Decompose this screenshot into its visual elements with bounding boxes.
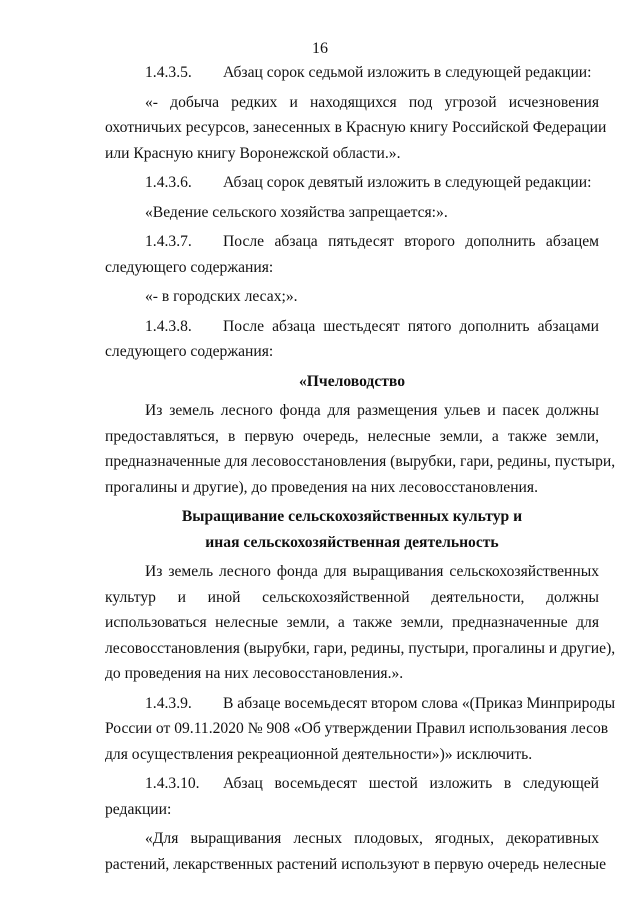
paragraph-line: следующего содержания:: [105, 343, 274, 360]
item-text: Абзац сорок седьмой изложить в следующей редакции:: [223, 64, 592, 81]
section-heading: Выращивание сельскохозяйственных культур и: [181, 508, 523, 525]
paragraph-line: охотничьих ресурсов, занесенных в Красную книгу Российской Федерации: [105, 119, 607, 136]
paragraph-line: «Для выращивания лесных плодовых, ягодных, декоративных: [145, 830, 599, 847]
item-number: 1.4.3.8.: [145, 317, 192, 335]
paragraph-line: следующего содержания:: [105, 258, 274, 276]
paragraph-line: до проведения на них лесовосстановления.».: [105, 665, 404, 682]
page-number: 16: [312, 40, 328, 57]
paragraph-line: культур и иной сельскохозяйственной деятельности, должны: [105, 588, 599, 606]
paragraph-line: [105, 314, 599, 340]
paragraph-line: редакции:: [105, 800, 172, 818]
paragraph-line: прогалины и другие), до проведения на них лесовосстановления.: [105, 478, 538, 496]
item-text: После абзаца шестьдесят пятого дополнить абзацами: [223, 317, 599, 335]
paragraph-line: использоваться нелесные земли, а также земли, предназначенные для: [105, 614, 599, 631]
item-number: 1.4.3.10.: [145, 775, 200, 792]
paragraph-line: лесовосстановления (вырубки, гари, редины, пустыри, прогалины и другие),: [105, 639, 616, 657]
item-number: 1.4.3.5.: [145, 64, 192, 81]
paragraph-line: [105, 771, 599, 797]
item-number: 1.4.3.7.: [145, 233, 192, 250]
document-body: [105, 60, 616, 877]
paragraph-line: растений, лекарственных растений используют в первую очередь нелесные: [105, 855, 607, 873]
paragraph-line: [105, 691, 616, 717]
paragraph-line: предоставляться, в первую очередь, нелесные земли, а также земли,: [105, 427, 599, 445]
paragraph-line: России от 09.11.2020 № 908 «Об утверждении Правил использования лесов: [105, 720, 609, 737]
paragraph-line: [105, 170, 599, 196]
item-number: 1.4.3.9.: [145, 694, 192, 712]
item-number: 1.4.3.6.: [145, 174, 192, 191]
paragraph-line: или Красную книгу Воронежской области.».: [105, 144, 401, 162]
paragraph-line: Из земель лесного фонда для размещения ульев и пасек должны: [145, 402, 599, 419]
section-heading: иная сельскохозяйственная деятельность: [205, 533, 499, 551]
item-text: После абзаца пятьдесят второго дополнить абзацем: [223, 233, 599, 250]
paragraph-line: [105, 60, 599, 86]
paragraph-line: Из земель лесного фонда для выращивания сельскохозяйственных: [145, 563, 599, 580]
paragraph-line: [105, 229, 599, 255]
item-text: Абзац восемьдесят шестой изложить в следующей: [223, 775, 599, 792]
item-text: Абзац сорок девятый изложить в следующей редакции:: [223, 174, 592, 191]
paragraph-line: «- добыча редких и находящихся под угрозой исчезновения: [145, 93, 599, 111]
paragraph-line: «- в городских лесах;».: [145, 288, 298, 305]
paragraph-line: для осуществления рекреационной деятельности»)» исключить.: [105, 745, 533, 763]
paragraph-line: предназначенные для лесовосстановления (вырубки, гари, редины, пустыри,: [105, 453, 616, 470]
item-text: В абзаце восемьдесят втором слова «(Приказ Минприроды: [223, 694, 616, 712]
section-heading: «Пчеловодство: [298, 372, 406, 390]
paragraph-line: «Ведение сельского хозяйства запрещается:».: [145, 203, 448, 221]
